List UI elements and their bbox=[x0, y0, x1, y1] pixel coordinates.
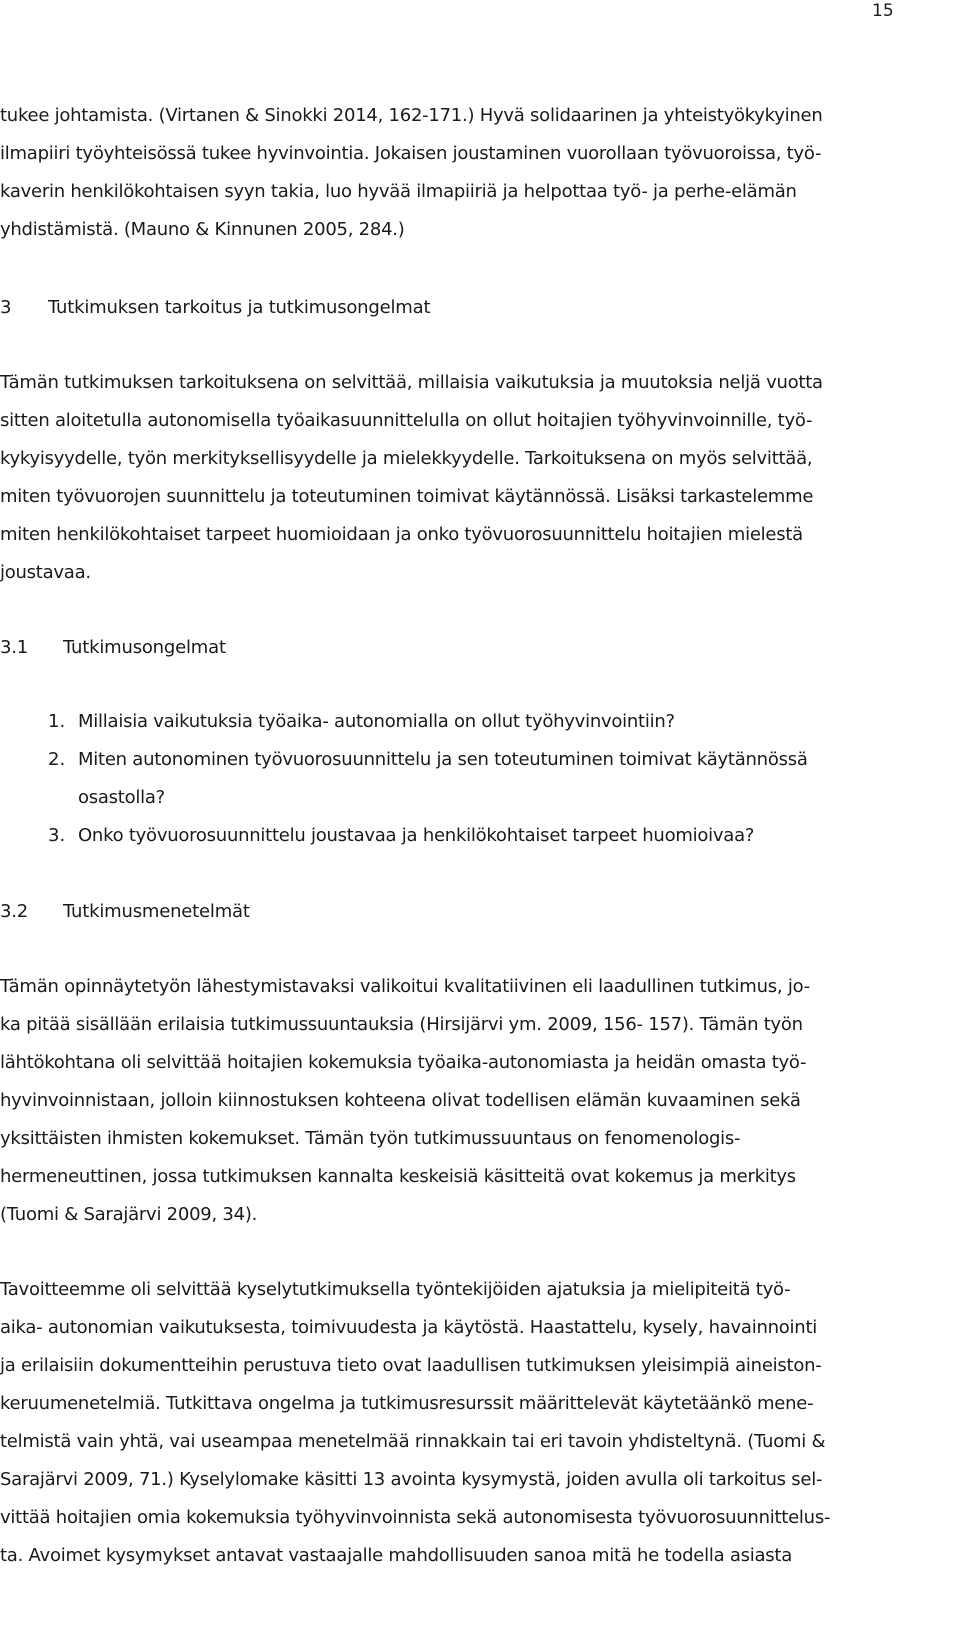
list-item-number: 1. bbox=[48, 711, 66, 732]
text-line: tukee johtamista. (Virtanen & Sinokki 2014, 162-171.) Hyvä solidaarinen ja yhteistyökykyinen bbox=[0, 105, 823, 126]
text-line: yksittäisten ihmisten kokemukset. Tämän työn tutkimussuuntaus on fenomenologis- bbox=[0, 1128, 741, 1149]
list-item-text: Onko työvuorosuunnittelu joustavaa ja henkilökohtaiset tarpeet huomioivaa? bbox=[78, 825, 755, 846]
text-line: miten työvuorojen suunnittelu ja toteutuminen toimivat käytännössä. Lisäksi tarkastelemme bbox=[0, 486, 814, 507]
list-item-text: Millaisia vaikutuksia työaika- autonomialla on ollut työhyvinvointiin? bbox=[78, 711, 675, 732]
text-line: aika- autonomian vaikutuksesta, toimivuudesta ja käytöstä. Haastattelu, kysely, havainnointi bbox=[0, 1317, 818, 1338]
list-item-number: 2. bbox=[48, 749, 66, 770]
text-line: hyvinvoinnistaan, jolloin kiinnostuksen kohteena olivat todellisen elämän kuvaaminen sekä bbox=[0, 1090, 801, 1111]
text-line: keruumenetelmiä. Tutkittava ongelma ja tutkimusresurssit määrittelevät käytetäänkö mene- bbox=[0, 1393, 814, 1414]
section-number: 3 bbox=[0, 297, 12, 318]
text-line: Tämän tutkimuksen tarkoituksena on selvittää, millaisia vaikutuksia ja muutoksia neljä vuotta bbox=[0, 372, 823, 393]
text-line: ilmapiiri työyhteisössä tukee hyvinvointia. Jokaisen joustaminen vuorollaan työvuoroissa, työ- bbox=[0, 143, 822, 164]
text-line: Tämän opinnäytetyön lähestymistavaksi valikoitui kvalitatiivinen eli laadullinen tutkimus, jo- bbox=[0, 976, 810, 997]
text-line: telmistä vain yhtä, vai useampaa menetelmää rinnakkain tai eri tavoin yhdisteltynä. (Tuomi & bbox=[0, 1431, 826, 1452]
text-line: ta. Avoimet kysymykset antavat vastaajalle mahdollisuuden sanoa mitä he todella asiasta bbox=[0, 1545, 792, 1566]
text-line: Tavoitteemme oli selvittää kyselytutkimuksella työntekijöiden ajatuksia ja mielipiteitä työ- bbox=[0, 1279, 791, 1300]
text-line: sitten aloitetulla autonomisella työaikasuunnittelulla on ollut hoitajien työhyvinvoinnille, työ- bbox=[0, 410, 813, 431]
text-line: lähtökohtana oli selvittää hoitajien kokemuksia työaika-autonomiasta ja heidän omasta työ- bbox=[0, 1052, 807, 1073]
text-line: yhdistämistä. (Mauno & Kinnunen 2005, 284.) bbox=[0, 219, 405, 240]
text-line: kaverin henkilökohtaisen syyn takia, luo hyvää ilmapiiriä ja helpottaa työ- ja perhe-elämän bbox=[0, 181, 797, 202]
section-number: 3.2 bbox=[0, 901, 29, 922]
text-line: joustavaa. bbox=[0, 562, 91, 583]
section-heading-3-1 bbox=[0, 636, 226, 660]
text-line: Sarajärvi 2009, 71.) Kyselylomake käsitti 13 avointa kysymystä, joiden avulla oli tarkoitus sel- bbox=[0, 1469, 823, 1490]
text-line: miten henkilökohtaiset tarpeet huomioidaan ja onko työvuorosuunnittelu hoitajien mielestä bbox=[0, 524, 803, 545]
text-line: vittää hoitajien omia kokemuksia työhyvinvoinnista sekä autonomisesta työvuorosuunnittelus- bbox=[0, 1507, 831, 1528]
section-title: Tutkimuksen tarkoitus ja tutkimusongelmat bbox=[48, 297, 431, 318]
section-title: Tutkimusmenetelmät bbox=[63, 901, 250, 922]
section-heading-3-2 bbox=[0, 900, 250, 924]
text-line: ja erilaisiin dokumentteihin perustuva tieto ovat laadullisen tutkimuksen yleisimpiä aineiston- bbox=[0, 1355, 822, 1376]
list-item-text: osastolla? bbox=[78, 787, 165, 808]
text-line: ka pitää sisällään erilaisia tutkimussuuntauksia (Hirsijärvi ym. 2009, 156- 157). Tämän työn bbox=[0, 1014, 803, 1035]
text-line: hermeneuttinen, jossa tutkimuksen kannalta keskeisiä käsitteitä ovat kokemus ja merkitys bbox=[0, 1166, 796, 1187]
list-item-text: Miten autonominen työvuorosuunnittelu ja sen toteutuminen toimivat käytännössä bbox=[78, 749, 808, 770]
section-heading-3 bbox=[0, 296, 430, 320]
section-title: Tutkimusongelmat bbox=[63, 637, 226, 658]
page-number: 15 bbox=[872, 1, 894, 21]
section-number: 3.1 bbox=[0, 637, 29, 658]
text-line: (Tuomi & Sarajärvi 2009, 34). bbox=[0, 1204, 258, 1225]
text-line: kykyisyydelle, työn merkityksellisyydelle ja mielekkyydelle. Tarkoituksena on myös selvittää, bbox=[0, 448, 813, 469]
list-item-number: 3. bbox=[48, 825, 66, 846]
